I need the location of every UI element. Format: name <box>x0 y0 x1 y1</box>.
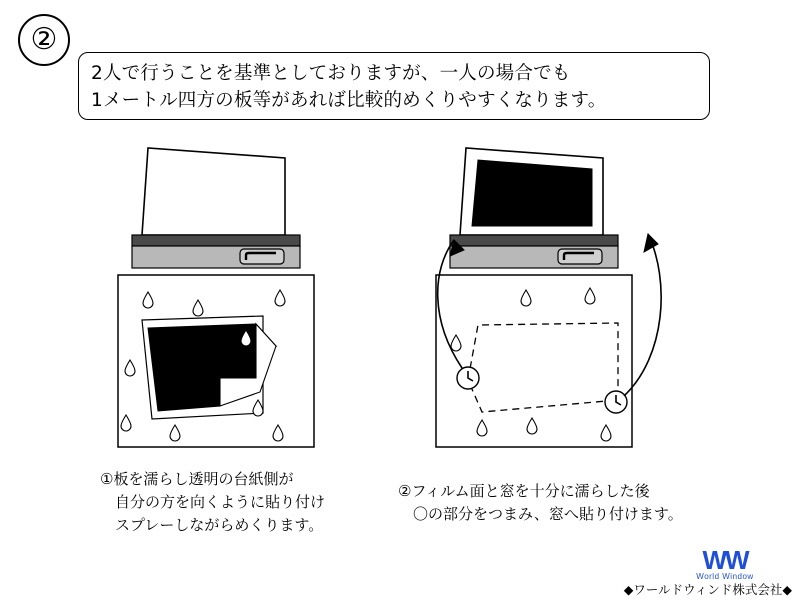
logo-mark-text: WW <box>702 545 748 575</box>
right-illustration-svg <box>420 130 690 530</box>
door-trim-left <box>132 235 300 246</box>
instruction-line-2: 1メートル四方の板等があれば比較的めくりやすくなります。 <box>91 90 607 111</box>
car-window-opening-left <box>142 148 285 235</box>
step-number-badge <box>18 14 70 66</box>
right-panel-caption <box>398 480 728 526</box>
instruction-balloon <box>78 52 710 120</box>
company-name: ◆ワールドウィンド株式会社◆ <box>623 582 792 597</box>
left-caption-line-2: 自分の方を向くように貼り付け <box>100 493 326 511</box>
left-caption-line-3: スプレーしながらめくります。 <box>100 516 324 534</box>
right-caption-line-2: 〇の部分をつまみ、窓へ貼り付けます。 <box>398 505 683 523</box>
left-caption-line-1: ①板を濡らし透明の台紙側が <box>100 470 294 488</box>
left-panel-caption <box>100 468 350 537</box>
step-number-text: ② <box>30 22 58 57</box>
arrow-head-right <box>644 234 658 252</box>
right-illustration-panel <box>420 130 680 530</box>
film-applied-right <box>472 160 592 226</box>
right-caption-line-1: ②フィルム面と窓を十分に濡らした後 <box>398 482 650 500</box>
door-trim-right <box>450 235 618 246</box>
logo-sub-text: World Window <box>696 572 754 581</box>
brand-logo <box>660 545 790 581</box>
instruction-line-1: 2人で行うことを基準としておりますが、一人の場合でも <box>91 63 571 84</box>
